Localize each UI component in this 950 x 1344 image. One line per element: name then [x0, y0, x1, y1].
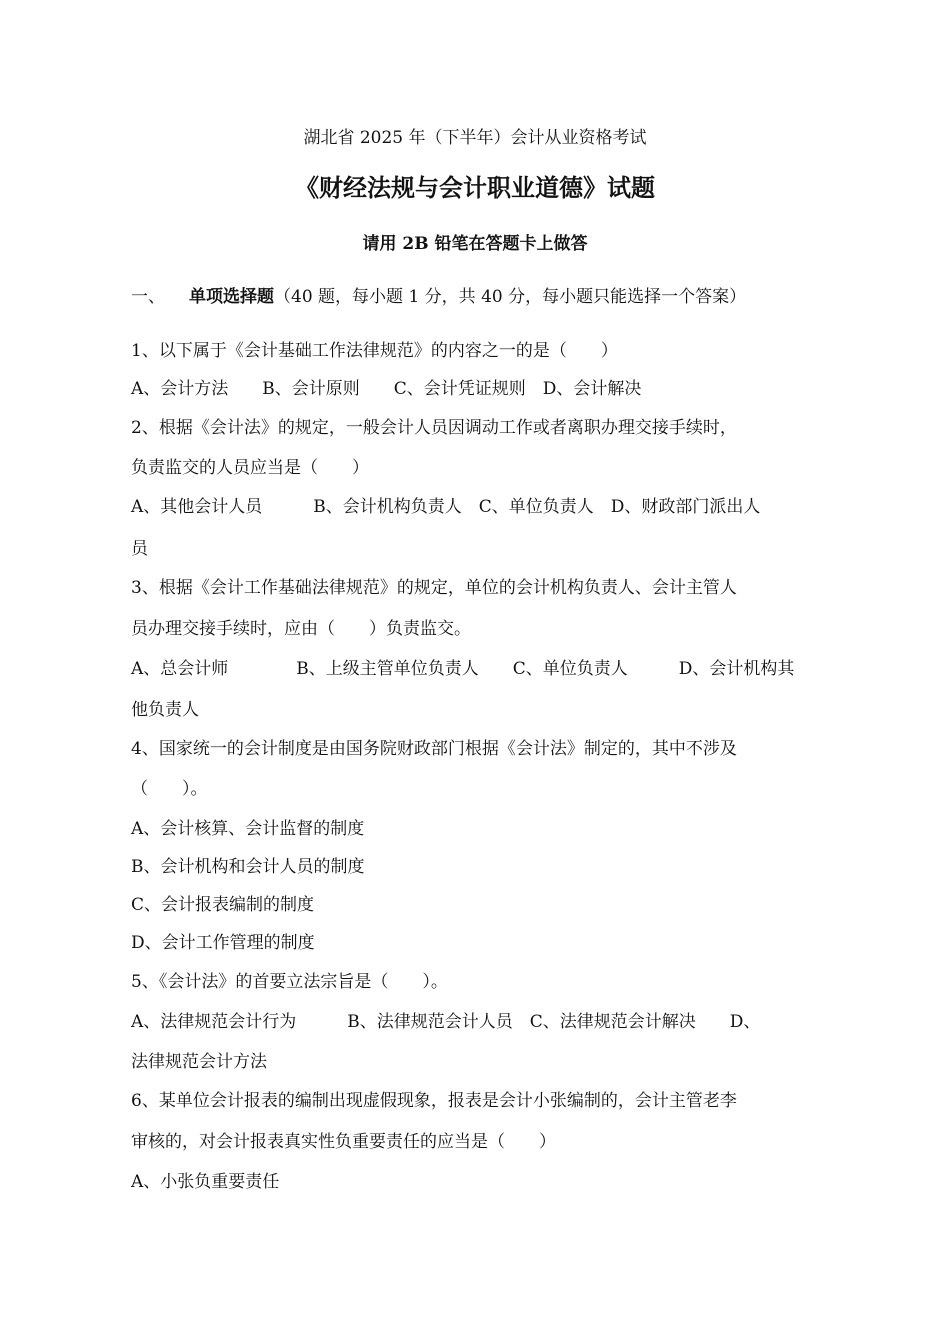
exam-title: 湖北省 2025 年（下半年）会计从业资格考试: [303, 128, 647, 148]
question-line: 5、《会计法》的首要立法宗旨是（ ）。: [131, 972, 448, 992]
question-line: 1、以下属于《会计基础工作法律规范》的内容之一的是（ ）: [131, 341, 618, 361]
option-line: 法律规范会计方法: [131, 1052, 267, 1072]
option-line: B、会计机构和会计人员的制度: [131, 857, 365, 877]
option-line: D、会计工作管理的制度: [131, 933, 315, 953]
question-line: 3、根据《会计工作基础法律规范》的规定，单位的会计机构负责人、会计主管人: [131, 578, 737, 598]
option-line: 员: [131, 539, 148, 559]
section-name: 单项选择题: [189, 287, 274, 307]
question-line: 员办理交接手续时，应由（ ）负责监交。: [131, 619, 471, 639]
option-line: A、会计核算、会计监督的制度: [131, 819, 365, 839]
section-note: （40 题，每小题 1 分，共 40 分，每小题只能选择一个答案）: [274, 287, 747, 307]
option-line: C、会计报表编制的制度: [131, 895, 315, 915]
question-line: 负责监交的人员应当是（ ）: [131, 458, 369, 478]
option-line: A、会计方法 B、会计原则 C、会计凭证规则 D、会计解决: [131, 379, 642, 399]
question-line: （ ）。: [131, 779, 208, 799]
question-line: 审核的，对会计报表真实性负重要责任的应当是（ ）: [131, 1132, 556, 1152]
option-line: A、其他会计人员 B、会计机构负责人 C、单位负责人 D、财政部门派出人: [131, 497, 761, 517]
section-heading: [131, 285, 831, 309]
instruction: 请用 2B 铅笔在答题卡上做答: [362, 234, 588, 254]
option-line: A、小张负重要责任: [131, 1172, 280, 1192]
option-line: 他负责人: [131, 700, 199, 720]
subject-title: 《财经法规与会计职业道德》试题: [295, 173, 655, 202]
question-line: 6、某单位会计报表的编制出现虚假现象，报表是会计小张编制的，会计主管老李: [131, 1091, 737, 1111]
question-line: 2、根据《会计法》的规定，一般会计人员因调动工作或者离职办理交接手续时，: [131, 418, 737, 438]
question-line: 4、国家统一的会计制度是由国务院财政部门根据《会计法》制定的，其中不涉及: [131, 739, 737, 759]
option-line: A、总会计师 B、上级主管单位负责人 C、单位负责人 D、会计机构其: [131, 659, 795, 679]
option-line: A、法律规范会计行为 B、法律规范会计人员 C、法律规范会计解决 D、: [131, 1012, 761, 1032]
section-number: 一、: [131, 287, 165, 307]
